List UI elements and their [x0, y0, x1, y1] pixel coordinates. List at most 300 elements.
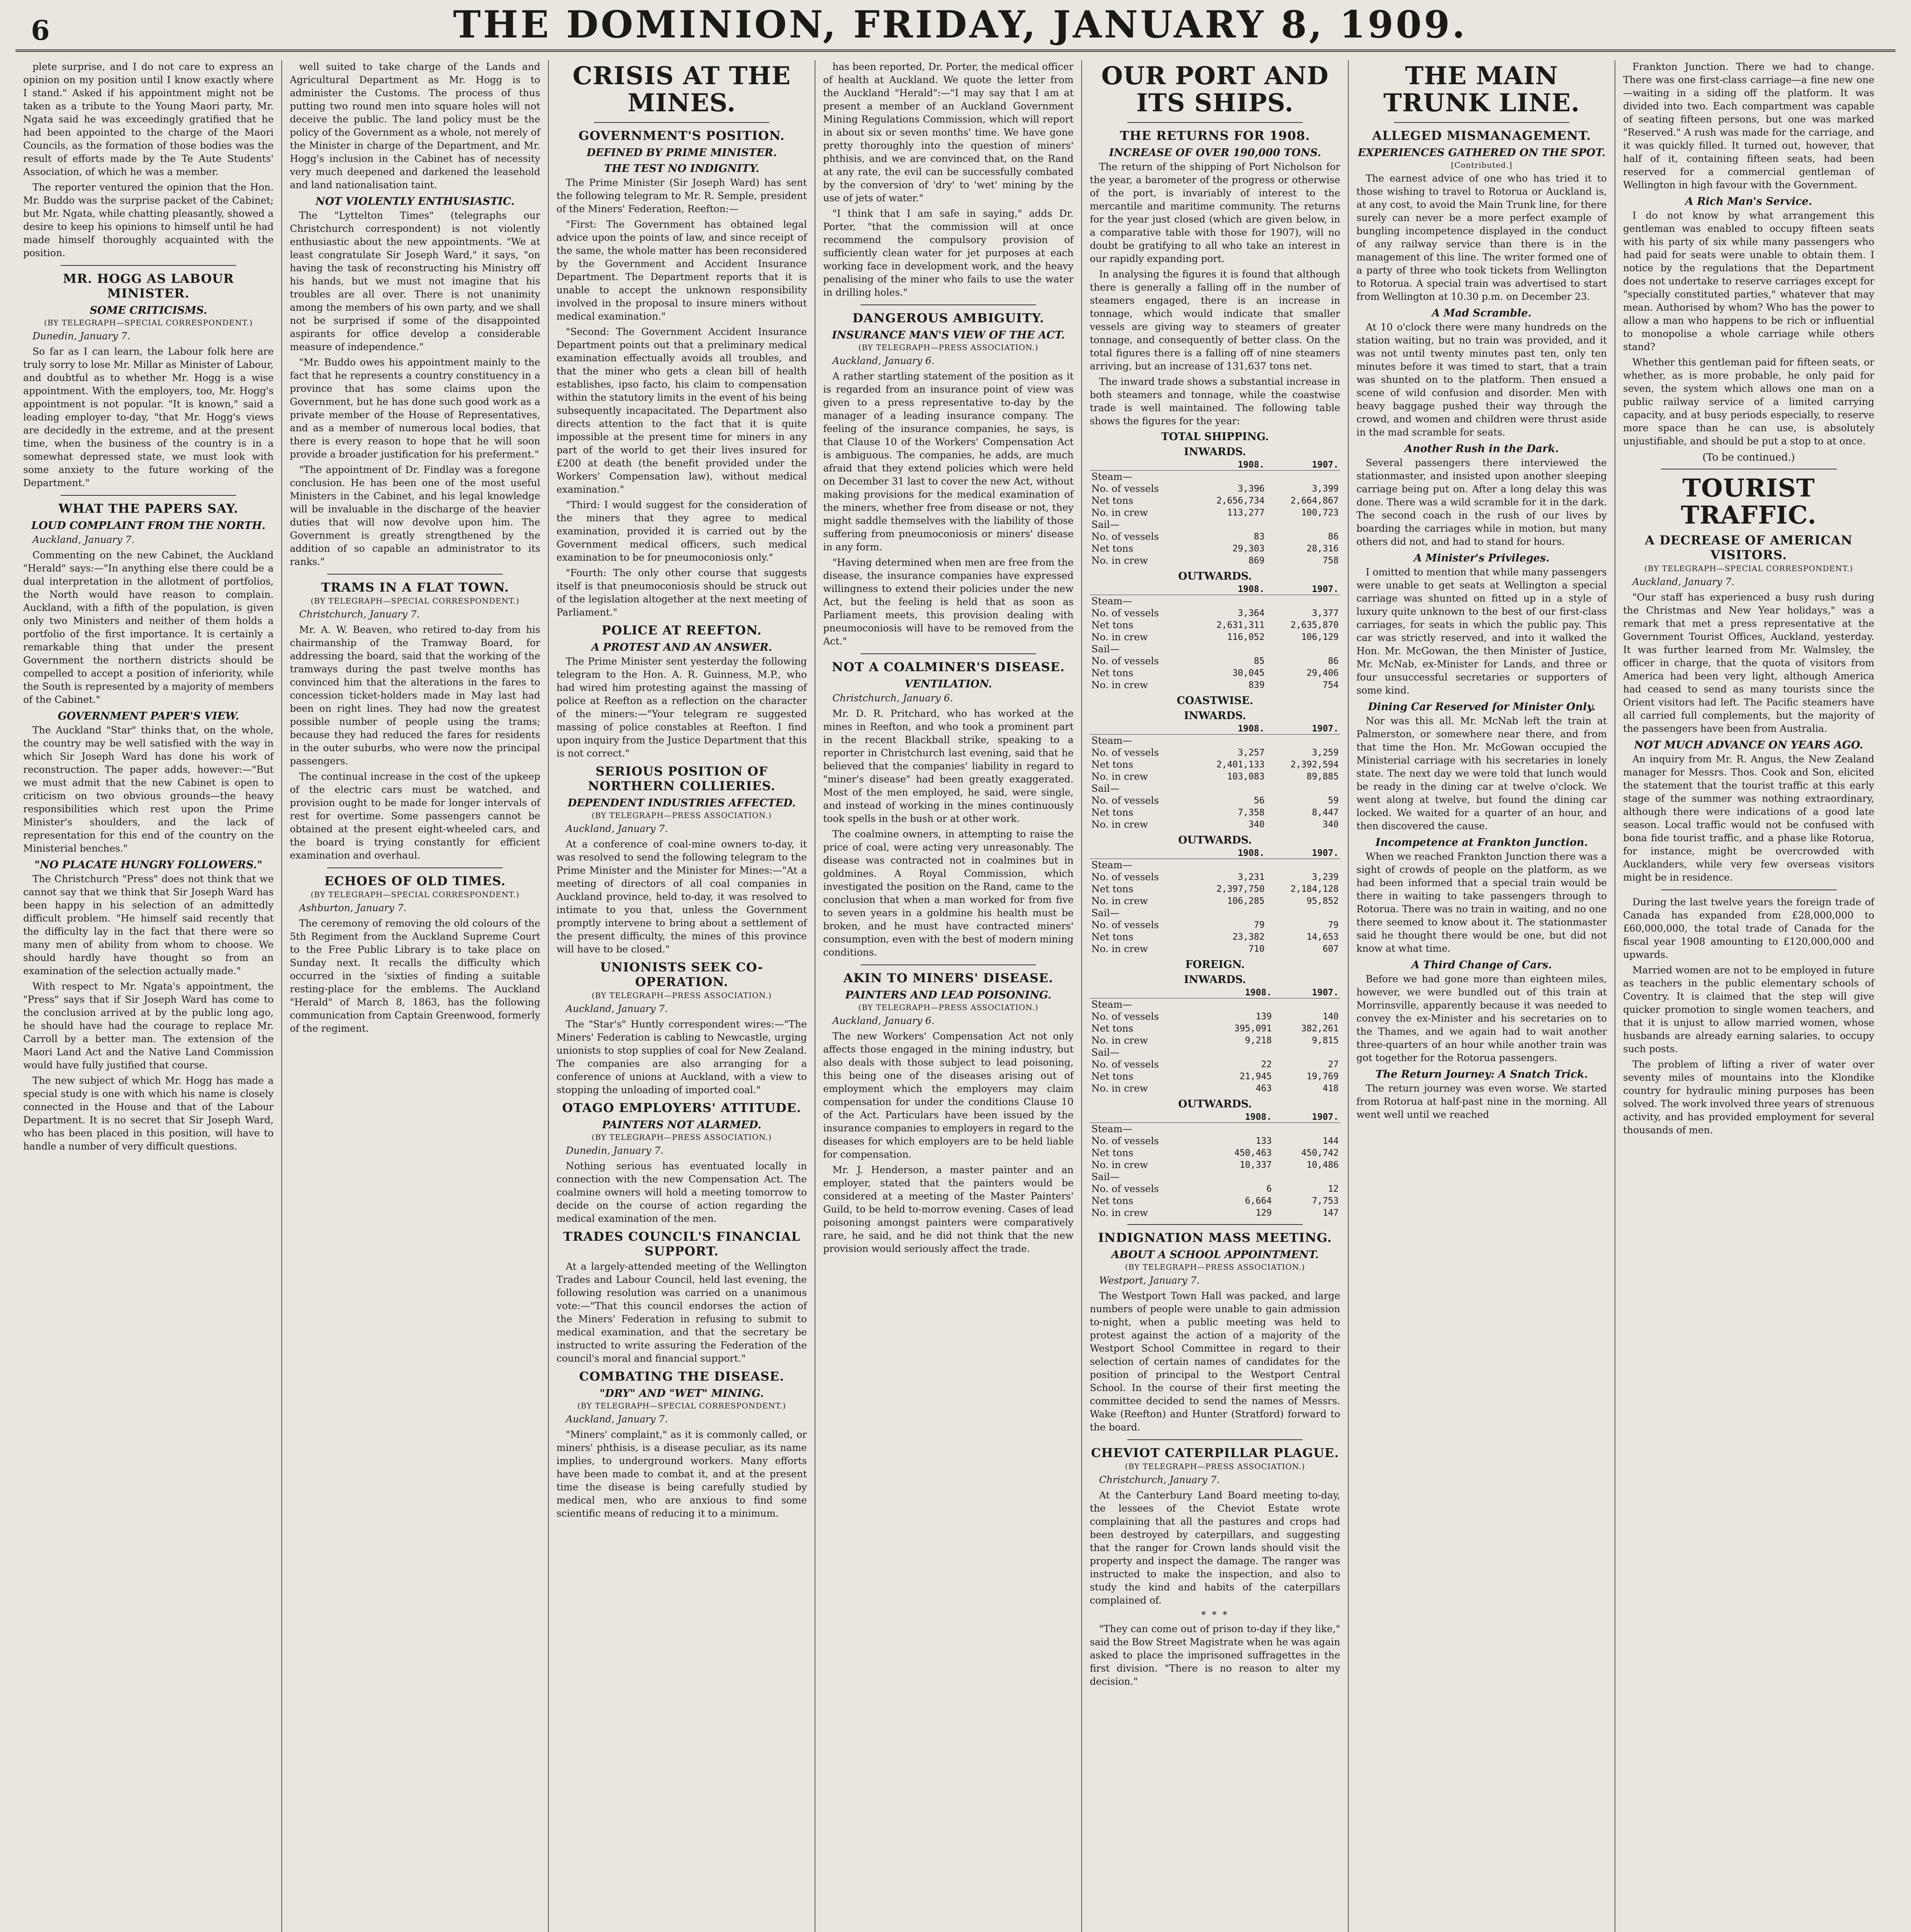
dateline: Auckland, January 7.	[32, 534, 135, 545]
headline-hogg-labour: MR. HOGG AS LABOUR MINISTER.	[63, 271, 234, 301]
article-text: The return journey was even worse. We started from Rotorua at half-past nine in the morning. All went well until we reached	[1356, 1083, 1607, 1120]
table-cell: 30,045	[1232, 668, 1265, 678]
table-header-cell: 1908.	[1192, 584, 1266, 595]
dateline: Auckland, January 7.	[566, 1413, 668, 1425]
table-row	[1090, 495, 1340, 507]
table-cell: No. in crew	[1091, 943, 1148, 954]
headline-ambiguity: DANGEROUS AMBIGUITY.	[852, 311, 1045, 325]
article-text: has been reported, Dr. Porter, the medical officer of health at Auckland. We quote the letter from the Auckland "Herald":—"I may say that I am at present a member of an Auckland Government Mining Regulations Commission, which will report in about six or seven months' time. We have gone pretty thoroughly into the question of miners' phthisis, and we are convinced that, on the Rand at any rate, the evil can be successfully combated by the conversion of 'dry' to 'wet' mining by the use of jets of water."	[823, 61, 1074, 204]
table-row	[1090, 607, 1340, 619]
table-cell: Sail—	[1091, 783, 1120, 794]
subheading: A Third Change of Cars.	[1411, 959, 1552, 971]
table-header-cell	[1090, 848, 1192, 859]
article-text: The reporter ventured the opinion that the Hon. Mr. Buddo was the surprise packet of the Cabinet; but Mr. Ngata, while chatting pleasantly, showed a desire to keep his opinions to himself until he had made himself thoroughly acquainted with the position.	[23, 182, 274, 259]
table-header-cell	[1090, 723, 1192, 735]
shipping-table	[1090, 723, 1340, 830]
table-cell: 3,396	[1237, 483, 1265, 494]
byline: (BY TELEGRAPH—PRESS ASSOCIATION.)	[592, 811, 772, 820]
table-cell: Net tons	[1091, 1147, 1133, 1158]
table-row	[1090, 471, 1340, 483]
article-text: The problem of lifting a river of water over seventy miles of mountains into the Klondike country for hydraulic mining purposes has been solved. The work involved three years of strenuous activity, and has provided employment for several thousands of men.	[1623, 1059, 1874, 1136]
table-cell: 2,392,594	[1290, 759, 1339, 770]
table-cell: Sail—	[1091, 907, 1120, 918]
table-header-cell: 1907.	[1273, 987, 1340, 998]
table-cell: No. in crew	[1091, 555, 1148, 566]
table-cell: 418	[1322, 1083, 1339, 1094]
article-text: Nothing serious has eventuated locally in connection with the new Compensation Act. The coalmine owners will hold a meeting tomorrow to decide on the course of action regarding the medical examination of the men.	[556, 1160, 807, 1224]
table-cell: 85	[1254, 656, 1265, 666]
divider	[61, 495, 236, 496]
subheading: "DRY" AND "WET" MINING.	[599, 1388, 764, 1400]
article-text: The "Star's" Huntly correspondent wires:—"The Miners' Federation is cabling to Newcastle, urging unionists to stop supplies of coal for New Zealand. The companies are also arranging for a conference of unions at Auckland, with a view to stopping the unloading of imported coal."	[556, 1019, 807, 1095]
article-text: When we reached Frankton Junction there was a sight of crowds of people on the platform, as we had been informed that a special train would be there in waiting to take passengers through to Rotorua. There was no train in waiting, and no one there seemed to know about it. The stationmaster said he thought there would be one, but did not know at what time.	[1356, 851, 1607, 954]
table-cell: 19,769	[1306, 1071, 1339, 1082]
table-row	[1090, 1147, 1340, 1159]
divider	[861, 653, 1036, 654]
subheading: INCREASE OF OVER 190,000 TONS.	[1109, 147, 1321, 159]
divider	[327, 867, 503, 868]
table-row	[1090, 1070, 1340, 1082]
table-cell: 79	[1328, 920, 1339, 930]
table-row	[1090, 679, 1340, 691]
headline-miners-disease: AKIN TO MINERS' DISEASE.	[843, 971, 1053, 985]
headline-papers-say: WHAT THE PAPERS SAY.	[58, 501, 238, 516]
article-text: The "Lyttelton Times" (telegraphs our Christchurch correspondent) is not violently enthusiastic about the new appointments. "We at least congratulate Sir Joseph Ward," it says, "on having the task of reconstructing his Ministry off his hands, but we must not imagine that his troubles are all over. There is not unanimity among the members of his own party, and we shall not be surprised if some of the disappointed aspirants for office develop a considerable measure of independence."	[290, 210, 540, 352]
table-cell: Steam—	[1091, 999, 1132, 1010]
table-header-cell: 1907.	[1266, 848, 1340, 859]
article-text: Mr. A. W. Beaven, who retired to-day from his chairmanship of the Tramway Board, for addressing the board, said that the working of the tramways during the past twelve months has convinced him that the alterations in the fares to concession ticket-holders made in May last had been on right lines. They had now the greatest possible number of people using the trams; because they had reduced the fares for residents in the outer suburbs, who were now the principal passengers.	[290, 624, 540, 767]
table-header-row	[1090, 987, 1340, 998]
dateline: Dunedin, January 7.	[566, 1145, 664, 1156]
table-cell: Net tons	[1091, 1071, 1133, 1082]
article-text: "Mr. Buddo owes his appointment mainly to the fact that he represents a country constituency in a province that has some claims upon the Government, but he has done such good work as a private member of the House of Representatives, and as a member of numerous local bodies, that there is every reason to hope that he will soon provide a broader justification for his preferment."	[290, 357, 540, 460]
article-text: Nor was this all. Mr. McNab left the train at Palmerston, or somewhere near there, and from that time the Hon. Mr. McGowan occupied the Ministerial carriage with his secretaries in lonely state. The next day we were told that lunch would be ready in the dining car at twelve o'clock. We went along at twelve, but found the dining car locked. We waited for a quarter of an hour, and then discovered the cause.	[1356, 715, 1607, 832]
table-cell: 340	[1248, 819, 1265, 830]
table-cell: 10,337	[1239, 1160, 1272, 1170]
table-cell: 3,364	[1237, 608, 1265, 618]
table-cell	[1266, 595, 1340, 607]
headline-port-ships: OUR PORT AND ITS SHIPS.	[1101, 61, 1329, 117]
table-row	[1090, 619, 1340, 631]
table-row	[1090, 554, 1340, 566]
table-cell: 106,129	[1301, 632, 1339, 642]
table-row	[1090, 643, 1340, 655]
article-text: I omitted to mention that while many passengers were unable to get seats at Wellington a special carriage was shunted on fitted up in a style of luxury quite unknown to the best of our first-class carriages, for seats in which the public pay. This car was strictly reserved, and into it walked the Hon. Mr. McGowan, the then Minister of Justice, Mr. McNab, ex-Minister for Lands, and three or four unsuccessful secretaries or supporters of some kind.	[1356, 566, 1607, 696]
page-number: 6	[31, 14, 50, 46]
dateline: Auckland, January 7.	[1632, 576, 1735, 587]
byline: (BY TELEGRAPH—SPECIAL CORRESPONDENT.)	[577, 1401, 786, 1410]
table-cell: No. in crew	[1091, 895, 1148, 906]
byline: (BY TELEGRAPH—SPECIAL CORRESPONDENT.)	[310, 890, 520, 899]
table-cell: Net tons	[1091, 1023, 1133, 1034]
table-row	[1090, 1034, 1340, 1046]
article-text: The new Workers' Compensation Act not only affects those engaged in the mining industry, but also deals with those subject to lead poisoning, this being one of the diseases arising out of employment which the employers may claim compensation for under the conditions Clause 10 of the Act. Particulars have been issued by the insurance companies to employers in regard to the diseases for which employers are to be held liable for compensation.	[823, 1031, 1074, 1160]
table-cell: No. of vessels	[1091, 919, 1159, 930]
table-cell: 116,052	[1227, 632, 1265, 642]
table-cell: 10,486	[1306, 1160, 1339, 1170]
table-cell	[1266, 859, 1340, 871]
subheading: A Mad Scramble.	[1432, 307, 1532, 319]
table-cell	[1273, 1123, 1340, 1135]
table-cell	[1192, 595, 1266, 607]
byline: (BY TELEGRAPH—PRESS ASSOCIATION.)	[858, 1003, 1038, 1012]
table-row	[1090, 1010, 1340, 1022]
table-cell: No. of vessels	[1091, 531, 1159, 542]
dateline: Christchurch, January 6.	[832, 692, 953, 704]
table-cell: 2,656,734	[1216, 495, 1265, 506]
table-row	[1090, 1082, 1340, 1094]
table-cell: 3,399	[1312, 483, 1339, 494]
table-header-row	[1090, 459, 1340, 471]
table-cell: 23,382	[1232, 932, 1265, 942]
dateline: Auckland, January 6.	[832, 355, 935, 366]
shipping-table	[1090, 987, 1340, 1094]
table-cell: 113,277	[1227, 507, 1265, 518]
subheadline: POLICE AT REEFTON.	[601, 623, 762, 638]
table-cell	[1266, 471, 1340, 483]
table-row	[1090, 1183, 1340, 1195]
article-text: Mr. J. Henderson, a master painter and an employer, stated that the painters would be considered at a meeting of the Master Painters' Guild, to be held to-morrow evening. Cases of lead poisoning amongst painters were comparatively rare, he said, and he did not think that the new provision would seriously affect the trade.	[823, 1164, 1074, 1254]
table-cell: 56	[1254, 795, 1265, 806]
table-cell: No. in crew	[1091, 1159, 1148, 1170]
table-title: FOREIGN.	[1185, 959, 1245, 971]
table-row	[1090, 655, 1340, 667]
table-row	[1090, 1195, 1340, 1207]
subheading: SOME CRITICISMS.	[90, 304, 207, 316]
table-cell: 340	[1322, 819, 1339, 830]
table-header-cell: 1908.	[1192, 459, 1266, 471]
column-2	[282, 60, 549, 1932]
table-cell: No. of vessels	[1091, 747, 1159, 758]
article-text: plete surprise, and I do not care to express an opinion on my position until I know exactly where I stand." Asked if his appointment might not be taken as a tribute to the Young Maori party, Mr. Ngata said he was exceedingly gratified that he had been appointed to the charge of the Maori Councils, as the formation of those bodies was the result of efforts made by the Te Aute Students' Association, of which he was a member.	[23, 61, 274, 177]
article-text: well suited to take charge of the Lands and Agricultural Department as Mr. Hogg is to administer the Customs. The process of thus putting two round men into square holes will not deceive the public. The land policy must be the policy of the Government as a whole, not merely of the Minister in charge of the Department, and Mr. Hogg's inclusion in the Cabinet has of necessity very much deepened and darkened the leasehold and land nationalisation taint.	[290, 61, 540, 190]
table-cell: 754	[1322, 680, 1339, 690]
subheadline: A DECREASE OF AMERICAN VISITORS.	[1645, 533, 1853, 562]
divider	[327, 574, 503, 575]
table-cell: 89,885	[1306, 771, 1339, 782]
byline: (BY TELEGRAPH—SPECIAL CORRESPONDENT.)	[310, 596, 520, 605]
table-cell: 450,742	[1301, 1148, 1339, 1158]
table-cell: Steam—	[1091, 859, 1132, 871]
byline: (BY TELEGRAPH—PRESS ASSOCIATION.)	[592, 1133, 772, 1142]
table-cell: 14,653	[1306, 932, 1339, 942]
table-row	[1090, 543, 1340, 554]
table-cell: No. of vessels	[1091, 1183, 1159, 1194]
divider	[1127, 1224, 1303, 1225]
table-cell: 8,447	[1312, 807, 1339, 818]
table-cell	[1192, 735, 1266, 747]
table-subtitle: OUTWARDS.	[1178, 834, 1252, 846]
subheading: PAINTERS AND LEAD POISONING.	[845, 989, 1052, 1001]
table-cell: No. in crew	[1091, 631, 1148, 643]
article-text: At the Canterbury Land Board meeting to-day, the lessees of the Cheviot Estate wrote complaining that all the pastures and crops had been destroyed by caterpillars, and suggesting that the ranger for Crown lands should visit the property and inspect the damage. The ranger was instructed to make the inspection, and also to study the kind and habits of the caterpillars complained of.	[1090, 1490, 1340, 1606]
table-cell: No. of vessels	[1091, 1135, 1159, 1146]
subheading: DEPENDENT INDUSTRIES AFFECTED.	[567, 797, 796, 809]
table-row	[1090, 1207, 1340, 1219]
table-cell	[1206, 1171, 1273, 1183]
shipping-table	[1090, 1112, 1340, 1219]
article-text: The new subject of which Mr. Hogg has made a special study is one with which his name is closely connected in the House and that of the Labour Department. It is no secret that Sir Joseph Ward, who has been placed in this position, will have to handle a number of very difficult questions.	[23, 1075, 274, 1152]
table-row	[1090, 794, 1340, 806]
table-cell	[1206, 1046, 1273, 1058]
table-header-cell: 1908.	[1192, 848, 1266, 859]
table-header-cell	[1090, 584, 1192, 595]
article-text: "Having determined when men are free from the disease, the insurance companies have expressed willingness to extend their policies under the new Act, but the feeling is held that as soon as Parliament meets, this provision dealing with pneumoconiosis will have to be removed from the Act."	[823, 557, 1074, 647]
columns	[15, 52, 1896, 1932]
table-cell: Net tons	[1091, 883, 1133, 895]
table-cell	[1192, 907, 1266, 919]
table-cell: Net tons	[1091, 667, 1133, 679]
table-cell: 27	[1328, 1059, 1339, 1070]
table-row	[1090, 667, 1340, 679]
table-cell: 22	[1261, 1059, 1272, 1070]
article-text: The return of the shipping of Port Nicholson for the year, a barometer of the progress or otherwise of the port, is invariably of interest to the mercantile and maritime community. The returns for the year just closed (which are given below, in a comparative table with those for 1907), will no doubt be gratifying to all who take an interest in our rapidly expanding port.	[1090, 161, 1340, 264]
table-cell: Net tons	[1091, 543, 1133, 554]
table-row	[1090, 507, 1340, 519]
article-text: Whether this gentleman paid for fifteen seats, or whether, as is more probable, he only paid for seven, the system which allows one man on a public railway service of a limited carrying capacity, and at busy periods especially, to reserve more space than he can use, is absolutely unjustifiable, and should be put a stop to at once.	[1623, 357, 1874, 447]
table-cell: 103,083	[1227, 771, 1265, 782]
table-header-cell	[1090, 1112, 1206, 1123]
table-cell: 839	[1248, 680, 1265, 690]
table-row	[1090, 782, 1340, 794]
table-cell	[1266, 907, 1340, 919]
table-cell	[1206, 1123, 1273, 1135]
table-cell: 3,257	[1237, 747, 1265, 758]
table-row	[1090, 519, 1340, 531]
table-cell: 2,635,870	[1290, 620, 1339, 630]
article-text: In analysing the figures it is found that although there is generally a falling off in the number of steamers engaged, there is an increase in tonnage, which would indicate that smaller vessels are giving way to steamers of greater tonnage, and consequently of better class. On the total figures there is a falling off of nine steamers arriving, but an increase of 131,637 tons net.	[1090, 269, 1340, 372]
table-row	[1090, 907, 1340, 919]
table-header-cell: 1907.	[1273, 1112, 1340, 1123]
subheadline: OTAGO EMPLOYERS' ATTITUDE.	[562, 1100, 801, 1115]
table-cell: 133	[1256, 1136, 1272, 1146]
divider	[594, 122, 769, 123]
table-header-row	[1090, 584, 1340, 595]
table-cell: 463	[1256, 1083, 1272, 1094]
table-cell	[1266, 643, 1340, 655]
subheading: DEFINED BY PRIME MINISTER.	[587, 147, 777, 159]
table-cell: No. of vessels	[1091, 871, 1159, 883]
table-cell	[1266, 519, 1340, 531]
article-text: The coalmine owners, in attempting to raise the price of coal, were acting very unreasonably. The disease was contracted not in coalmines but in goldmines. A Royal Commission, which investigated the position on the Rand, came to the conclusion that when a man worked for from five to seven years in a goldmine his health must be broken, and he must have contracted miners' consumption, even with the best of modern mining conditions.	[823, 828, 1074, 958]
table-cell: 129	[1256, 1208, 1272, 1218]
table-cell	[1266, 735, 1340, 747]
table-subtitle: INWARDS.	[1184, 974, 1246, 986]
article-text: Married women are not to be employed in future as teachers in the public elementary schools of Coventry. It is claimed that the step will give quicker promotion to single women teachers, and that it is unjust to allow married women, whose husbands are already earning salaries, to occupy such posts.	[1623, 964, 1874, 1054]
table-cell	[1192, 782, 1266, 794]
masthead	[15, 0, 1896, 52]
article-text: An inquiry from Mr. R. Angus, the New Zealand manager for Messrs. Thos. Cook and Son, elicited the statement that the tourist traffic at this early stage of the summer was nothing extraordinary, although there were indications of a good late season. Local traffic would not be confused with bona fide tourist traffic, and a phase like Rotorua, for instance, might be overcrowded with Aucklanders, while very few overseas visitors might be in residence.	[1623, 753, 1874, 883]
table-cell: 3,259	[1312, 747, 1339, 758]
table-row	[1090, 747, 1340, 759]
table-row	[1090, 998, 1340, 1011]
column-3	[549, 60, 815, 1932]
table-subtitle: OUTWARDS.	[1178, 1098, 1252, 1110]
table-cell: 29,406	[1306, 668, 1339, 678]
table-cell: 382,261	[1301, 1023, 1339, 1034]
dateline: Auckland, January 6.	[832, 1015, 935, 1026]
dateline: Auckland, January 7.	[566, 823, 668, 834]
table-cell: No. of vessels	[1091, 483, 1159, 494]
article-text: The Christchurch "Press" does not think that we cannot say that we think that Sir Joseph Ward has been happy in his selection of an admittedly difficult problem. "He himself said recently that the difficulty lay in the fact that there were so many men of ability from whom to choose. We should hardly have thought so from an examination of the selection actually made."	[23, 873, 274, 976]
table-cell	[1266, 782, 1340, 794]
table-row	[1090, 859, 1340, 871]
article-text: The inward trade shows a substantial increase in both steamers and tonnage, while the coastwise trade is well maintained. The following table shows the figures for the year:	[1090, 376, 1340, 427]
table-cell	[1192, 643, 1266, 655]
table-row	[1090, 531, 1340, 543]
table-row	[1090, 735, 1340, 747]
subheading: A PROTEST AND AN ANSWER.	[591, 641, 772, 653]
table-cell: Net tons	[1091, 1195, 1133, 1206]
table-row	[1090, 483, 1340, 495]
table-cell: 607	[1322, 944, 1339, 954]
headline-indignation: INDIGNATION MASS MEETING.	[1098, 1230, 1332, 1245]
table-header-cell: 1908.	[1206, 1112, 1273, 1123]
table-header-cell: 1908.	[1192, 723, 1266, 735]
table-cell: No. in crew	[1091, 1035, 1148, 1046]
table-cell: No. of vessels	[1091, 1011, 1159, 1022]
table-cell: No. of vessels	[1091, 795, 1159, 806]
subheading: EXPERIENCES GATHERED ON THE SPOT.	[1358, 147, 1606, 159]
subheading: "NO PLACATE HUNGRY FOLLOWERS."	[34, 859, 262, 871]
subheadline: COMBATING THE DISEASE.	[579, 1369, 784, 1384]
table-cell: 59	[1328, 795, 1339, 806]
subheading: LOUD COMPLAINT FROM THE NORTH.	[31, 520, 265, 532]
subheadline: UNIONISTS SEEK CO-OPERATION.	[600, 960, 764, 989]
table-row	[1090, 943, 1340, 955]
table-cell: 106,285	[1227, 896, 1265, 906]
table-header-cell: 1907.	[1266, 459, 1340, 471]
table-cell: Net tons	[1091, 807, 1133, 818]
table-row	[1090, 631, 1340, 643]
article-text: The earnest advice of one who has tried it to those wishing to travel to Rotorua or Auckland is, at any cost, to avoid the Main Trunk line, for there surely can never be a more perfect example of bungling incompetence displayed in the conduct of any railway service than there is in the management of this line. The writer formed one of a party of three who took tickets from Wellington to Rotorua. A special train was advertised to start from Wellington at 10.30 p.m. on December 23.	[1356, 173, 1607, 302]
headline-echoes: ECHOES OF OLD TIMES.	[324, 874, 506, 888]
article-text: Before we had gone more than eighteen miles, however, we were bundled out of this train at Morrinsville, apparently because it was needed to convey the ex-Minister and his secretaries on to the Thames, and we again had to wait another three-quarters of an hour while another train was got together for the Rotorua passengers.	[1356, 973, 1607, 1063]
headline-trams: TRAMS IN A FLAT TOWN.	[321, 580, 509, 595]
byline: (BY TELEGRAPH—SPECIAL CORRESPONDENT.)	[1644, 564, 1853, 573]
shipping-table	[1090, 584, 1340, 691]
shipping-table	[1090, 459, 1340, 566]
table-header-row	[1090, 723, 1340, 735]
table-cell: 3,231	[1237, 872, 1265, 882]
article-text: At a conference of coal-mine owners to-day, it was resolved to send the following telegram to the Prime Minister and the Minister for Mines:—"At a meeting of directors of all coal companies in Auckland province, held to-day, it was resolved to intimate to you that, unless the Government promptly intervene to bring about a settlement of the present difficulty, the mines of this province will have to be closed."	[556, 838, 807, 955]
table-cell: 83	[1254, 531, 1265, 542]
table-row	[1090, 759, 1340, 770]
subheading: VENTILATION.	[905, 678, 992, 690]
table-header-cell: 1907.	[1266, 584, 1340, 595]
dateline: Dunedin, January 7.	[32, 330, 130, 342]
subheading: INSURANCE MAN'S VIEW OF THE ACT.	[832, 329, 1065, 341]
table-cell: 450,463	[1234, 1148, 1272, 1158]
table-cell: 100,723	[1301, 507, 1339, 518]
table-cell: 95,852	[1306, 896, 1339, 906]
separator: * * *	[1201, 1609, 1229, 1620]
subheading: A Rich Man's Service.	[1685, 196, 1812, 207]
table-cell: 12	[1328, 1184, 1339, 1194]
headline-coalminer: NOT A COALMINER'S DISEASE.	[832, 660, 1065, 674]
article-text: At 10 o'clock there were many hundreds on the station waiting, but no train was provided, and it was not until twenty minutes past ten, only ten minutes before it was timed to start, that a train was shunted on to the platform. Then ensued a scene of wild confusion and disorder. Men with heavy baggage pushed their way through the crowd, and women and children were thrust aside in the mad scramble for seats.	[1356, 321, 1607, 438]
article-text: "First: The Government has obtained legal advice upon the points of law, and since receipt of the same, the whole matter has been reconsidered by the Government and Accident Insurance Department. The Department reports that it is unable to accept the unknown responsibility involved in the proposal to insure miners without medical examination."	[556, 219, 807, 322]
article-text: "I think that I am safe in saying," adds Dr. Porter, "that the commission will at once recommend the compulsory provision of sufficiently clean water for jet purposes at each working face in development work, and the heavy penalising of the miner who fails to use the water in drilling holes."	[823, 208, 1074, 298]
table-row	[1090, 895, 1340, 907]
divider	[861, 304, 1036, 305]
article-text: "Second: The Government Accident Insurance Department points out that a preliminary medical examination effectually avoids all troubles, and that the miner who gets a clean bill of health establishes, ipso facto, his claim to compensation within the statutory limits in the event of his being subsequently incapacitated. The Department also directs attention to the fact that it is quite impossible at the present time for miners in any part of the world to get their lives insured for £200 at death (the benefit provided under the Workers' Compensation law), without medical examination."	[556, 326, 807, 495]
byline: (BY TELEGRAPH—PRESS ASSOCIATION.)	[592, 991, 772, 1000]
table-row	[1090, 1171, 1340, 1183]
article-text: The Auckland "Star" thinks that, on the whole, the country may be well satisfied with the way in which Sir Joseph Ward has done his work of reconstruction. The paper adds, however:—"But we must admit that the new Cabinet is open to criticism on two obvious grounds—the heavy responsibilities which rest upon the Prime Minister's shoulders, and the lack of representation for this end of the country on the Ministerial benches."	[23, 724, 274, 854]
table-header-cell: 1907.	[1266, 723, 1340, 735]
byline: (BY TELEGRAPH—PRESS ASSOCIATION.)	[1125, 1462, 1305, 1471]
table-cell: 21,945	[1239, 1071, 1272, 1082]
table-row	[1090, 806, 1340, 818]
table-cell: 86	[1328, 531, 1339, 542]
article-text: Frankton Junction. There we had to change. There was one first-class carriage—a fine new one—waiting in a siding off the platform. It was divided into two. Each compartment was capable of seating fifteen persons, but one was marked "Reserved." A rush was made for the carriage, and it was quickly filled. It turned out, however, that half of it, containing fifteen seats, had been reserved for a commercial gentleman of Wellington in high favour with the Government.	[1623, 61, 1874, 190]
column-5	[1082, 60, 1349, 1932]
table-row	[1090, 1123, 1340, 1135]
column-4	[815, 60, 1082, 1932]
table-cell: 144	[1322, 1136, 1339, 1146]
table-row	[1090, 883, 1340, 895]
table-cell: No. in crew	[1091, 1083, 1148, 1094]
article-text: So far as I can learn, the Labour folk here are truly sorry to lose Mr. Millar as Minister of Labour, and doubtful as to whether Mr. Hogg is a wise appointment. With the employers, too, Mr. Hogg's appointment is not popular. "It is known," said a leading employer to-day, "that Mr. Hogg's views are decidedly in the extreme, and at the present time, when the business of the country is in a somewhat depressed state, we must look with some anxiety to the future working of the Department."	[23, 346, 274, 488]
table-cell: 2,631,311	[1216, 620, 1265, 630]
to-be-continued: (To be continued.)	[1702, 452, 1795, 463]
subheading: Another Rush in the Dark.	[1404, 443, 1559, 455]
table-cell: 869	[1248, 555, 1265, 566]
subheadline: SERIOUS POSITION OF NORTHERN COLLIERIES.	[588, 764, 776, 793]
headline-caterpillar: CHEVIOT CATERPILLAR PLAGUE.	[1091, 1446, 1339, 1460]
byline: (BY TELEGRAPH—PRESS ASSOCIATION.)	[858, 343, 1038, 352]
dateline: Auckland, January 7.	[566, 1003, 668, 1014]
table-cell: 7,753	[1312, 1196, 1339, 1206]
table-title: COASTWISE.	[1177, 695, 1253, 707]
table-row	[1090, 770, 1340, 782]
table-cell: Sail—	[1091, 1047, 1120, 1058]
table-subtitle: OUTWARDS.	[1178, 570, 1252, 582]
article-text: The Prime Minister (Sir Joseph Ward) has sent the following telegram to Mr. R. Semple, president of the Miners' Federation, Reefton:—	[556, 177, 807, 214]
divider	[1661, 889, 1837, 890]
table-row	[1090, 1022, 1340, 1034]
column-6	[1349, 60, 1615, 1932]
table-cell: No. in crew	[1091, 771, 1148, 782]
article-text: At a largely-attended meeting of the Wellington Trades and Labour Council, held last evening, the following resolution was carried on a unanimous vote:—"That this council endorses the action of the Miners' Federation in refusing to submit to medical examination, and that the secretary be instructed to write assuring the Federation of the council's moral and financial support."	[556, 1261, 807, 1364]
table-cell	[1273, 1171, 1340, 1183]
article-text: "They can come out of prison to-day if they like," said the Bow Street Magistrate when he was again asked to place the imprisoned suffragettes in the first division. "There is no reason to alter my decision."	[1090, 1623, 1340, 1687]
headline-main-trunk: THE MAIN TRUNK LINE.	[1383, 61, 1580, 117]
table-header-cell	[1090, 459, 1192, 471]
article-text: "Third: I would suggest for the consideration of the miners that they agree to medical examination, provided it is carried out by the Government medical officers, such medical examination to be for pneumoconiosis only."	[556, 499, 807, 563]
divider	[1127, 122, 1303, 123]
table-cell	[1192, 471, 1266, 483]
subheading: The Return Journey: A Snatch Trick.	[1375, 1068, 1588, 1080]
table-cell: 2,664,867	[1290, 495, 1339, 506]
table-cell: 139	[1256, 1011, 1272, 1022]
byline: (BY TELEGRAPH—PRESS ASSOCIATION.)	[1125, 1262, 1305, 1272]
table-cell	[1206, 998, 1273, 1011]
table-cell: 6,664	[1245, 1196, 1272, 1206]
article-text: The Westport Town Hall was packed, and large numbers of people were unable to gain admission to-night, when a public meeting was held to protest against the action of a majority of the Westport School Committee in regard to their selection of certain names of candidates for the position of principal to the Westport Central School. In the course of their first meeting the committee decided to send the names of Messrs. Wake (Reefton) and Hunter (Stratford) forward to the board.	[1090, 1290, 1340, 1433]
table-cell	[1192, 519, 1266, 531]
article-text: A rather startling statement of the position as it is regarded from an insurance point of view was given to a press representative to-day by the manager of a leading insurance company. The feeling of the insurance companies, he says, is that Clause 10 of the Workers' Compensation Act is ambiguous. The companies, he adds, are much afraid that they extend policies which were held on December 31 last to cover the new Act, without making provisions for the medical examination of the miners, whether free from disease or not, they might saddle themselves with the liability of those suffering from pneumoconiosis or miners' disease in any form.	[823, 371, 1074, 553]
subheadline: GOVERNMENT'S POSITION.	[579, 128, 785, 143]
table-cell: 710	[1248, 944, 1265, 954]
table-cell: Net tons	[1091, 619, 1133, 631]
table-cell: Sail—	[1091, 1171, 1120, 1182]
masthead-spacer	[1871, 14, 1880, 46]
table-row	[1090, 919, 1340, 931]
table-row	[1090, 818, 1340, 830]
table-cell: No. in crew	[1091, 679, 1148, 690]
